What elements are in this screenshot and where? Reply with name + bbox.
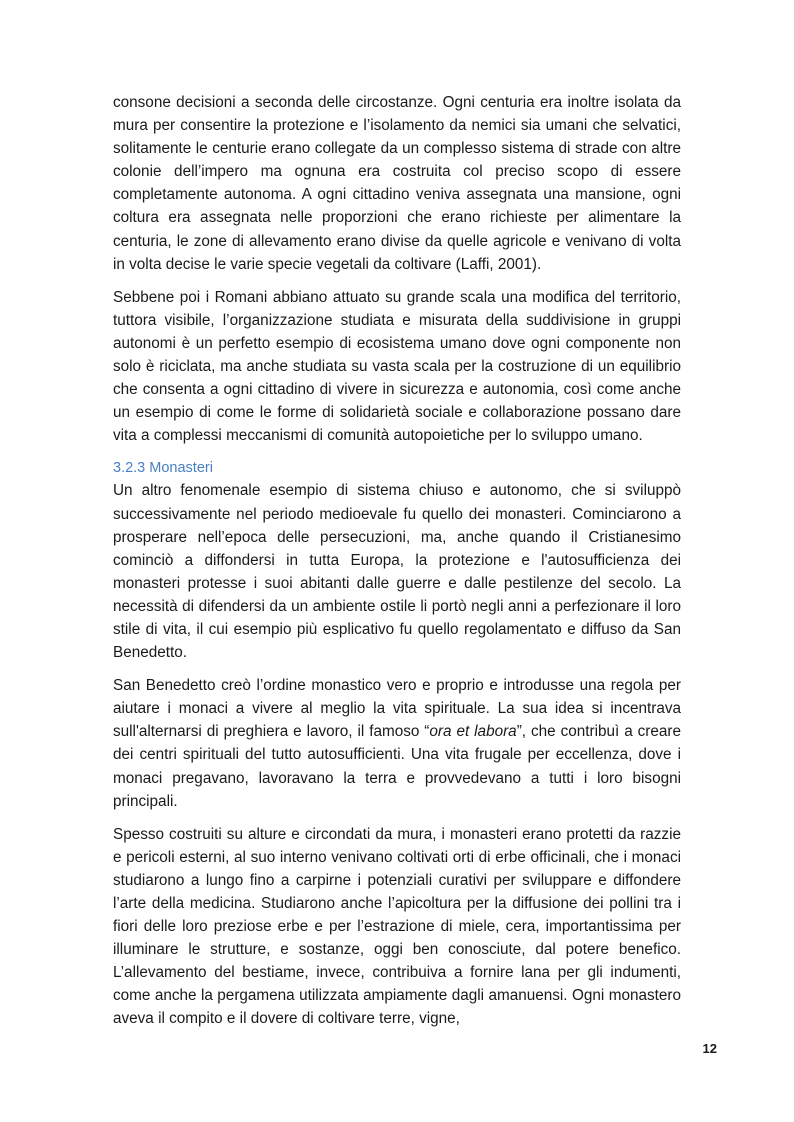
page-number: 12 xyxy=(702,1041,717,1056)
paragraph-centurie: consone decisioni a seconda delle circostanze. Ogni centuria era inoltre isolata da mura per consentire la protezione e l’isolamento da nemici sia umani che selvatici, solitamente le centurie erano collegate da un complesso sistema di strade con altre colonie dell’impero ma ognuna era costruita col preciso scopo di essere completamente autonoma. A ogni cittadino veniva assegnata una mansione, ogni coltura era assegnata nelle proporzioni che erano richieste per alimentare la centuria, le zone di allevamento erano divise da quelle agricole e venivano di volta in volta decise le varie specie vegetali da coltivare (Laffi, 2001). xyxy=(113,94,681,273)
paragraph-san-benedetto-text-b: ”, che contribuì a creare dei centri spirituali del tutto autosufficienti. Una vita frugale per eccellenza, dove i monaci pregavano, lavoravano la terra e provvedevano a tutti i loro bisogni principali. xyxy=(113,723,682,810)
ora-et-labora-quote: ora et labora xyxy=(429,723,517,741)
paragraph-san-benedetto xyxy=(113,674,681,813)
paragraph-romani: Sebbene poi i Romani abbiano attuato su grande scala una modifica del territorio, tuttora visibile, l’organizzazione studiata e misurata della suddivisione in gruppi autonomi è un perfetto esempio di ecosistema umano dove ogni componente non solo è riciclata, ma anche studiata su vasta scala per la costruzione di un equilibrio che consenta a ogni cittadino di vivere in sicurezza e autonomia, così come anche un esempio di come le forme di solidarietà sociale e collaborazione possano dare vita a complessi meccanismi di comunità autopoietiche per lo sviluppo umano. xyxy=(113,288,681,445)
paragraph-monasteri-attivita: Spesso costruiti su alture e circondati da mura, i monasteri erano protetti da razzie e pericoli esterni, al suo interno venivano coltivati orti di erbe officinali, che i monaci studiarono a lungo fino a carpirne i potenziali curativi per sviluppare e diffondere l’arte della medicina. Studiarono anche l’apicoltura per la diffusione dei pollini tra i fiori delle loro preziose erbe e per l’estrazione di miele, cera, importantissima per illuminare le strutture, e sostanze, oggi ben conosciute, dal potere benefico. L’allevamento del bestiame, invece, contribuiva a fornire lana per gli indumenti, come anche la pergamena utilizzata ampiamente dagli amanuensi. Ogni monastero aveva il compito e il dovere di coltivare terre, vigne, xyxy=(113,825,681,1028)
page-body xyxy=(113,91,681,1041)
paragraph-san-benedetto-text-a: San Benedetto creò l’ordine monastico vero e proprio e introdusse una regola per aiutare i monaci a vivere al meglio la vita spirituale. La sua idea si incentrava sull'alternarsi di preghiera e lavoro, il famoso “ xyxy=(113,677,681,741)
paragraph-monasteri-intro: Un altro fenomenale esempio di sistema chiuso e autonomo, che si sviluppò successivamente nel periodo medioevale fu quello dei monasteri. Cominciarono a prosperare nell’epoca delle persecuzioni, ma, anche quando il Cristianesimo cominciò a diffondersi in tutta Europa, la protezione e l'autosufficienza dei monasteri protesse i suoi abitanti dalle guerre e dalle pestilenze del secolo. La necessità di difendersi da un ambiente ostile li portò negli anni a perfezionare il loro stile di vita, il cui esempio più esplicativo fu quello regolamentato e diffuso da San Benedetto. xyxy=(113,482,681,662)
section-heading-monasteri: 3.2.3 Monasteri xyxy=(113,460,213,477)
